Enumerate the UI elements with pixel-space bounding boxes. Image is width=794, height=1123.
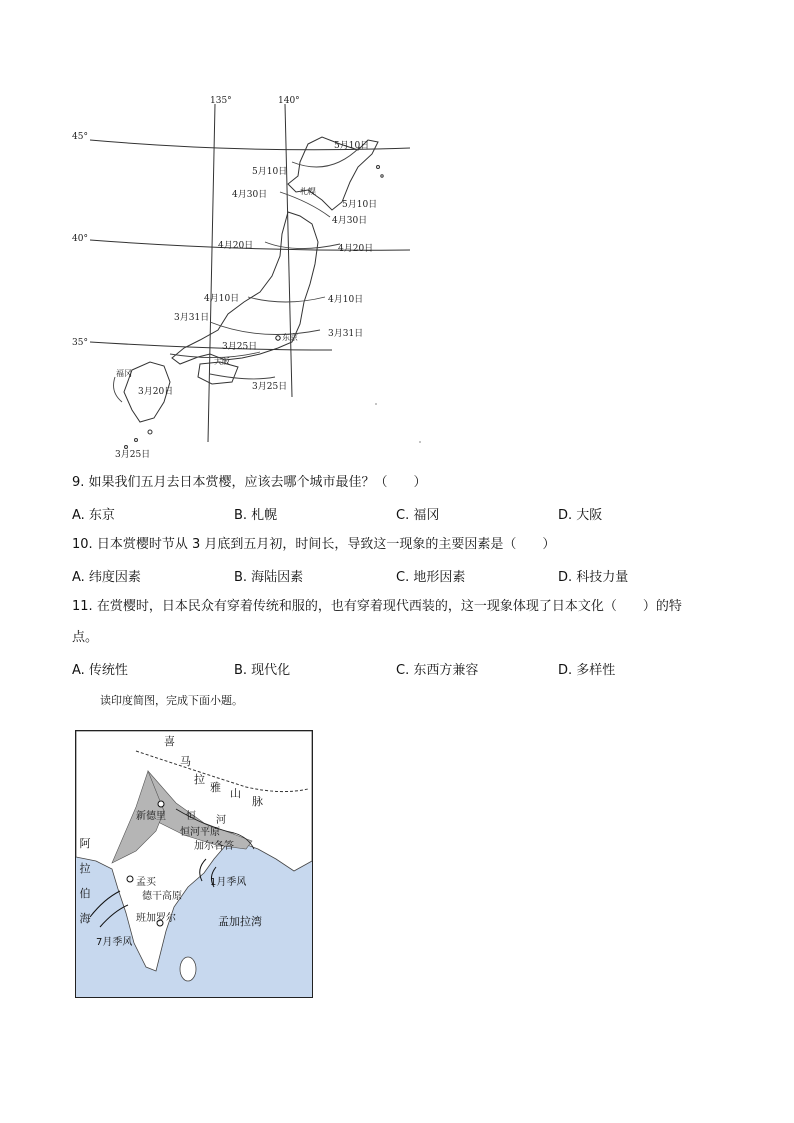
question-number: 11. xyxy=(72,599,93,614)
map-intro: 读印度简图，完成下面小题。 xyxy=(100,694,243,707)
isoline-label: 4月20日 xyxy=(218,241,254,251)
city-label-osaka: 大阪 xyxy=(214,357,230,366)
isoline-label: 3月25日 xyxy=(222,342,258,352)
himalaya-char: 雅 xyxy=(210,781,221,794)
plain-label: 恒河平原 xyxy=(180,827,220,838)
question-text: 日本赏樱时节从 3 月底到五月初，时间长，导致这一现象的主要因素是（ ） xyxy=(96,537,556,552)
isoline-label: 3月25日 xyxy=(115,450,151,460)
isoline-label: 3月25日 xyxy=(252,382,288,392)
isoline-4-20 xyxy=(265,242,340,249)
arabian-sea-label xyxy=(79,831,91,931)
arabian-sea-char: 阿 xyxy=(79,837,91,850)
option-a[interactable]: A. 东京 xyxy=(72,508,115,523)
option-d[interactable]: D. 多样性 xyxy=(558,663,616,678)
option-c[interactable]: C. 福冈 xyxy=(396,508,440,523)
isoline-label: 4月30日 xyxy=(232,190,268,200)
deccan-label: 德干高原 xyxy=(142,891,182,902)
jul-monsoon-arrow xyxy=(90,891,120,917)
isoline-label: 3月31日 xyxy=(328,329,364,339)
tokyo-marker xyxy=(276,336,280,340)
isoline-label: 3月31日 xyxy=(174,313,210,323)
question-9-options xyxy=(72,504,712,524)
option-d[interactable]: D. 大阪 xyxy=(558,508,603,523)
scan-dot xyxy=(375,403,376,404)
scan-dot xyxy=(419,441,420,442)
island xyxy=(135,439,138,442)
city-label-sapporo: 札幌 xyxy=(300,187,316,196)
arabian-sea-char: 拉 xyxy=(79,862,91,875)
india-map xyxy=(75,730,313,998)
question-number: 9. xyxy=(72,475,85,490)
option-b[interactable]: B. 札幌 xyxy=(234,508,278,523)
question-11 xyxy=(72,597,682,617)
question-10-options xyxy=(72,566,712,586)
jul-monsoon-arrow xyxy=(100,905,128,927)
jan-monsoon-label: 1月季风 xyxy=(210,877,247,888)
option-c[interactable]: C. 地形因素 xyxy=(396,570,466,585)
himalaya-char: 喜 xyxy=(164,735,175,748)
isoline-label: 5月10日 xyxy=(334,141,370,151)
isoline-3-31 xyxy=(210,322,320,335)
mumbai-marker xyxy=(127,876,133,882)
longitude-140 xyxy=(285,104,292,397)
isoline-label: 3月20日 xyxy=(138,387,174,397)
himalaya-char: 山 xyxy=(230,787,241,800)
island xyxy=(377,166,380,169)
longitude-label-140: 140° xyxy=(278,96,300,106)
arabian-sea-char: 海 xyxy=(79,912,91,925)
kolkata-label: 加尔各答 xyxy=(194,841,234,852)
sri-lanka xyxy=(180,957,196,981)
himalaya-char: 马 xyxy=(180,755,191,768)
option-b[interactable]: B. 海陆因素 xyxy=(234,570,304,585)
bay-label: 孟加拉湾 xyxy=(218,915,262,928)
japan-map-svg xyxy=(60,92,430,462)
longitude-label-135: 135° xyxy=(210,96,232,106)
question-11-continued xyxy=(72,628,98,648)
option-a[interactable]: A. 纬度因素 xyxy=(72,570,141,585)
isoline-label: 5月10日 xyxy=(252,167,288,177)
jul-monsoon-label: 7月季风 xyxy=(96,937,133,948)
question-text: 在赏樱时，日本民众有穿着传统和服的，也有穿着现代西装的，这一现象体现了日本文化（ ）的特 xyxy=(96,599,682,614)
isoline-label: 4月20日 xyxy=(338,244,374,254)
isoline-label: 4月10日 xyxy=(328,295,364,305)
option-d[interactable]: D. 科技力量 xyxy=(558,570,629,585)
island xyxy=(381,175,383,177)
option-b[interactable]: B. 现代化 xyxy=(234,663,291,678)
question-number: 10. xyxy=(72,537,93,552)
mumbai-label: 孟买 xyxy=(136,877,156,888)
isoline-kyushu xyxy=(114,377,122,402)
isoline-4-10 xyxy=(248,297,325,302)
latitude-label-40: 40° xyxy=(72,234,88,244)
ganges-char: 恒 xyxy=(186,811,196,822)
japan-map xyxy=(60,92,430,462)
question-11-options xyxy=(72,659,712,679)
ganges-char: 河 xyxy=(216,815,226,826)
bangalore-label: 班加罗尔 xyxy=(136,913,176,924)
question-text: 如果我们五月去日本赏樱，应该去哪个城市最佳？（ ） xyxy=(88,475,427,490)
question-10 xyxy=(72,535,555,555)
option-a[interactable]: A. 传统性 xyxy=(72,663,128,678)
question-text-continued: 点。 xyxy=(72,630,99,645)
city-label-fukuoka: 福冈 xyxy=(116,369,132,378)
himalaya-char: 脉 xyxy=(252,795,263,808)
latitude-35 xyxy=(90,342,332,350)
option-c[interactable]: C. 东西方兼容 xyxy=(396,663,479,678)
isoline-label: 5月10日 xyxy=(342,200,378,210)
himalaya-char: 拉 xyxy=(194,773,205,786)
longitude-135 xyxy=(208,104,215,442)
city-label-tokyo: 东京 xyxy=(282,333,298,342)
question-9 xyxy=(72,473,427,493)
isoline-label: 4月30日 xyxy=(332,216,368,226)
new-delhi-label: 新德里 xyxy=(136,811,166,822)
latitude-label-45: 45° xyxy=(72,132,88,142)
latitude-label-35: 35° xyxy=(72,338,88,348)
arabian-sea-char: 伯 xyxy=(79,887,91,900)
isoline-label: 4月10日 xyxy=(204,294,240,304)
island xyxy=(148,430,152,434)
